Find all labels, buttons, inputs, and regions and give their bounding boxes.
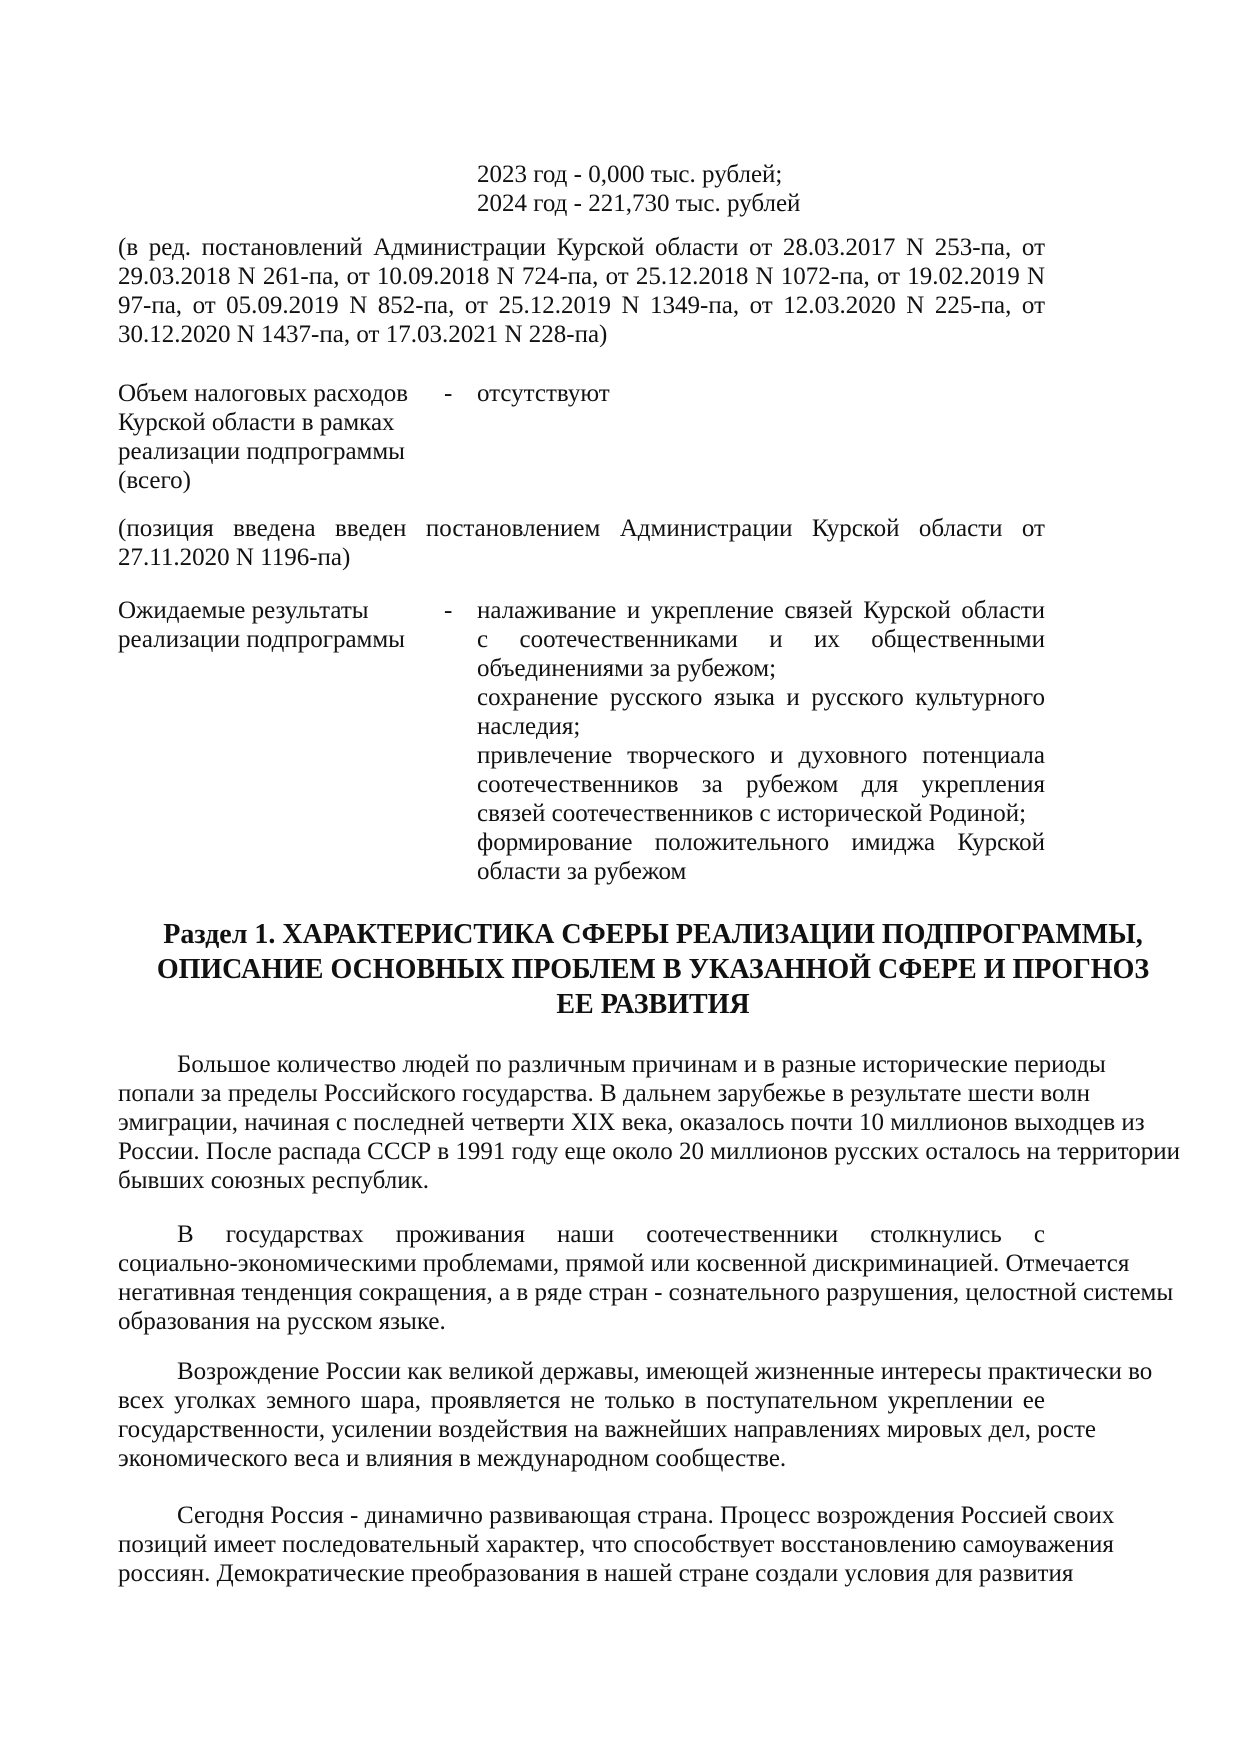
text-line: сохранение русского языка и русского культурного xyxy=(477,684,1045,711)
text-line: с соотечественниками и их общественными xyxy=(477,626,1045,653)
dash: - xyxy=(444,597,453,624)
text-line: бывших союзных республик. xyxy=(118,1167,429,1194)
text-line: Курской области в рамках xyxy=(118,409,395,436)
expected-results-label xyxy=(118,596,438,654)
text-line: Объем налоговых расходов xyxy=(118,380,409,407)
text-line: (всего) xyxy=(118,467,191,494)
text-line: негативная тенденция сокращения, а в ряде стран - сознательного разрушения, целостной системы xyxy=(118,1279,1174,1306)
text-line: 97-па, от 05.09.2019 N 852-па, от 25.12.2019 N 1349-па, от 12.03.2020 N 225-па, от xyxy=(118,292,1045,319)
text-line: Возрождение России как великой державы, имеющей жизненные интересы практически во xyxy=(177,1358,1153,1385)
text-line: В государствах проживания наши соотечественники столкнулись с xyxy=(177,1221,1045,1248)
position-note xyxy=(118,514,1045,572)
text-line: эмиграции, начиная с последней четверти XIX века, оказалось почти 10 миллионов выходцев из xyxy=(118,1109,1145,1136)
text-line: ОПИСАНИЕ ОСНОВНЫХ ПРОБЛЕМ В УКАЗАННОЙ СФЕРЕ И ПРОГНОЗ xyxy=(156,954,1150,985)
text-line: реализации подпрограммы xyxy=(118,438,405,465)
tax-expenses-dash xyxy=(444,379,452,408)
text-line: 30.12.2020 N 1437-па, от 17.03.2021 N 228-па) xyxy=(118,321,608,348)
text-line: России. После распада СССР в 1991 году еще около 20 миллионов русских осталось на территории xyxy=(118,1138,1180,1165)
text-line: всех уголках земного шара, проявляется не только в поступательном укреплении ее xyxy=(118,1387,1045,1414)
text-line: отсутствуют xyxy=(477,380,610,407)
text-line: социально-экономическими проблемами, прямой или косвенной дискриминацией. Отмечается xyxy=(118,1250,1130,1277)
text-line: Ожидаемые результаты xyxy=(118,597,369,624)
text-line: 2024 год - 221,730 тыс. рублей xyxy=(477,190,801,217)
text-line: государственности, усилении воздействия на важнейших направлениях мировых дел, росте xyxy=(118,1416,1097,1443)
text-line: экономического веса и влияния в международном сообществе. xyxy=(118,1445,787,1472)
text-line: объединениями за рубежом; xyxy=(477,655,777,682)
section-heading xyxy=(125,917,1181,1022)
tax-expenses-label xyxy=(118,379,438,495)
text-line: налаживание и укрепление связей Курской области xyxy=(477,597,1045,624)
text-line: (позиция введена введен постановлением Администрации Курской области от xyxy=(118,515,1045,542)
text-line: россиян. Демократические преобразования в нашей стране создали условия для развития xyxy=(118,1560,1074,1587)
paragraph-3 xyxy=(118,1357,1153,1473)
text-line: Раздел 1. ХАРАКТЕРИСТИКА СФЕРЫ РЕАЛИЗАЦИИ ПОДПРОГРАММЫ, xyxy=(163,919,1143,950)
text-line: формирование положительного имиджа Курской xyxy=(477,829,1045,856)
text-line: связей соотечественников с исторической Родиной; xyxy=(477,800,1027,827)
text-line: 29.03.2018 N 261-па, от 10.09.2018 N 724-па, от 25.12.2018 N 1072-па, от 19.02.2019 N xyxy=(118,263,1045,290)
dash: - xyxy=(444,380,453,407)
text-line: 27.11.2020 N 1196-па) xyxy=(118,544,351,571)
text-line: позиций имеет последовательный характер, что способствует восстановлению самоуважения xyxy=(118,1531,1114,1558)
text-line: 2023 год - 0,000 тыс. рублей; xyxy=(477,161,783,188)
funding-lines xyxy=(477,160,800,218)
expected-results-value xyxy=(477,596,1045,886)
expected-results-dash xyxy=(444,596,452,625)
text-line: Большое количество людей по различным причинам и в разные исторические периоды xyxy=(177,1051,1106,1078)
paragraph-1 xyxy=(118,1050,1180,1195)
amendments-note xyxy=(118,233,1045,349)
text-line: образования на русском языке. xyxy=(118,1308,446,1335)
text-line: (в ред. постановлений Администрации Курской области от 28.03.2017 N 253-па, от xyxy=(118,234,1045,261)
text-line: привлечение творческого и духовного потенциала xyxy=(477,742,1045,769)
text-line: наследия; xyxy=(477,713,581,740)
text-line: соотечественников за рубежом для укрепления xyxy=(477,771,1045,798)
text-line: реализации подпрограммы xyxy=(118,626,405,653)
tax-expenses-value xyxy=(477,379,1045,408)
text-line: области за рубежом xyxy=(477,858,687,885)
text-line: Сегодня Россия - динамично развивающая страна. Процесс возрождения Россией своих xyxy=(177,1502,1115,1529)
text-line: ЕЕ РАЗВИТИЯ xyxy=(556,989,750,1020)
text-line: попали за пределы Российского государства. В дальнем зарубежье в результате шести волн xyxy=(118,1080,1091,1107)
paragraph-2 xyxy=(118,1220,1174,1336)
paragraph-4 xyxy=(118,1501,1115,1588)
